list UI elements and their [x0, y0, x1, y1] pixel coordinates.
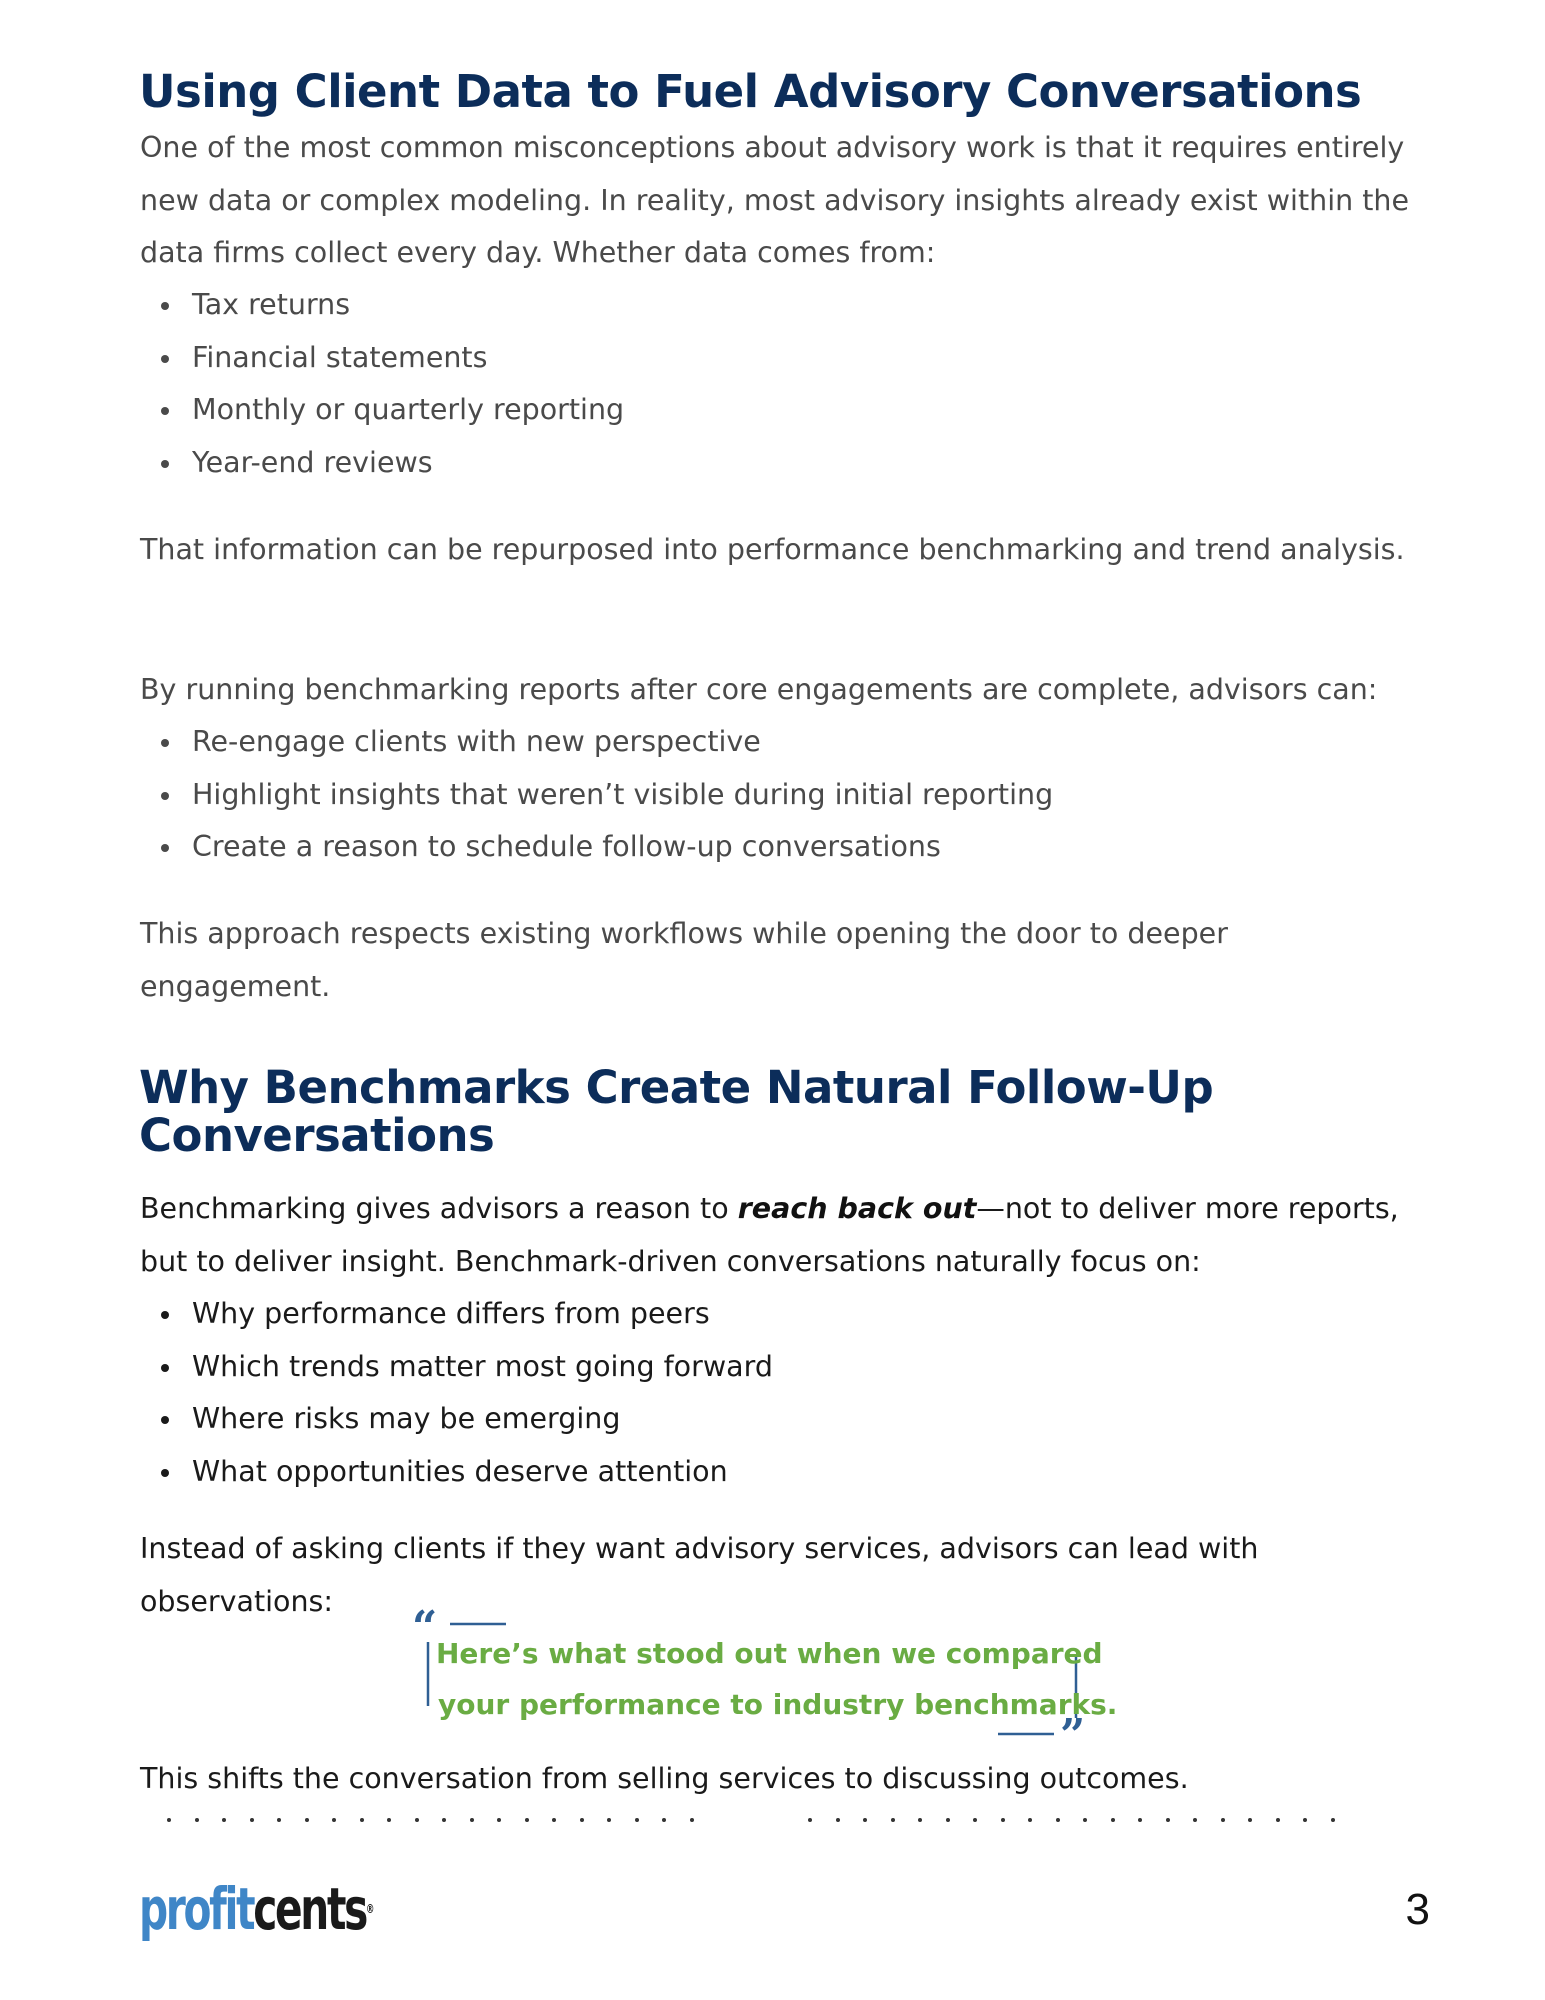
logo-profit: profit — [139, 1875, 254, 1943]
divider-dot — [1028, 1818, 1032, 1822]
divider-dot — [946, 1818, 950, 1822]
emphasis-reach-back-out: reach back out — [737, 1192, 977, 1225]
divider-dot — [662, 1818, 666, 1822]
quote-text — [436, 1628, 1117, 1730]
divider-dot — [1276, 1818, 1280, 1822]
open-quote-icon: “ — [412, 1602, 438, 1653]
divider-dot — [918, 1818, 922, 1822]
data-sources-list — [140, 279, 624, 489]
divider-dot — [808, 1818, 812, 1822]
divider-dot — [580, 1818, 584, 1822]
registered-mark: ® — [365, 1902, 375, 1916]
divider-dot — [250, 1818, 254, 1822]
divider-dot — [222, 1818, 226, 1822]
divider-dot — [1001, 1818, 1005, 1822]
profitcents-logo — [139, 1874, 374, 1944]
divider-dot — [195, 1818, 199, 1822]
benchmarking-reports-paragraph: By running benchmarking reports after core engagements are complete, advisors can: — [140, 673, 1378, 706]
divider-dot — [1111, 1818, 1115, 1822]
divider-dot — [442, 1818, 446, 1822]
divider-dot — [1166, 1818, 1170, 1822]
divider-dot — [973, 1818, 977, 1822]
list-item: Highlight insights that weren’t visible during initial reporting — [140, 769, 1053, 822]
divider-dot — [277, 1818, 281, 1822]
divider-dot — [1248, 1818, 1252, 1822]
divider-dot — [470, 1818, 474, 1822]
section-heading-client-data: Using Client Data to Fuel Advisory Conversations — [139, 65, 1362, 118]
advisor-actions-list — [140, 716, 1053, 874]
divider-dot — [415, 1818, 419, 1822]
list-item: Year-end reviews — [140, 437, 624, 490]
divider-dot — [607, 1818, 611, 1822]
divider-dot — [1056, 1818, 1060, 1822]
divider-dot — [863, 1818, 867, 1822]
dotted-divider-right — [808, 1818, 1368, 1830]
conversation-focus-list — [140, 1288, 773, 1498]
divider-dot — [1221, 1818, 1225, 1822]
intro-text-end: —not to deliver more reports, but to deliver insight. Benchmark-driven conversations naturally focus on: — [140, 1192, 1399, 1278]
intro-paragraph: One of the most common misconceptions about advisory work is that it requires entirely new data or complex modeling. In reality, most advisory insights already exist within the data firms collect every day. Whether data comes from: — [140, 131, 1410, 269]
quote-line-2: your performance to industry benchmarks. — [438, 1688, 1118, 1721]
close-quote-icon: ” — [1060, 1710, 1086, 1761]
list-item: Where risks may be emerging — [140, 1393, 773, 1446]
repurpose-paragraph: That information can be repurposed into performance benchmarking and trend analysis. — [140, 533, 1405, 566]
list-item: Which trends matter most going forward — [140, 1341, 773, 1394]
divider-dot — [360, 1818, 364, 1822]
benchmarking-intro-paragraph — [140, 1183, 1420, 1288]
divider-dot — [1138, 1818, 1142, 1822]
closing-paragraph: This shifts the conversation from selling services to discussing outcomes. — [140, 1762, 1189, 1795]
divider-dot — [305, 1818, 309, 1822]
list-item: What opportunities deserve attention — [140, 1446, 773, 1499]
logo-cents: cents — [253, 1875, 366, 1943]
list-item: Monthly or quarterly reporting — [140, 384, 624, 437]
quote-line-1: Here’s what stood out when we compared — [436, 1637, 1103, 1670]
divider-dot — [690, 1818, 694, 1822]
pull-quote — [412, 1602, 1118, 1761]
divider-dot — [635, 1818, 639, 1822]
observations-paragraph: Instead of asking clients if they want advisory services, advisors can lead with observations: — [140, 1532, 1259, 1618]
divider-dot — [387, 1818, 391, 1822]
divider-dot — [332, 1818, 336, 1822]
divider-dot — [497, 1818, 501, 1822]
list-item: Financial statements — [140, 332, 624, 385]
divider-dot — [1193, 1818, 1197, 1822]
list-item: Create a reason to schedule follow-up conversations — [140, 821, 1053, 874]
divider-dot — [836, 1818, 840, 1822]
divider-dot — [1303, 1818, 1307, 1822]
dotted-divider-left — [167, 1818, 727, 1830]
section-heading-benchmarks: Why Benchmarks Create Natural Follow-Up Conversations — [139, 1061, 1214, 1162]
list-item: Tax returns — [140, 279, 624, 332]
divider-dot — [525, 1818, 529, 1822]
divider-dot — [552, 1818, 556, 1822]
list-item: Re-engage clients with new perspective — [140, 716, 1053, 769]
page-number: 3 — [1405, 1885, 1430, 1934]
divider-dot — [891, 1818, 895, 1822]
divider-dot — [167, 1818, 171, 1822]
divider-dot — [1083, 1818, 1087, 1822]
divider-dot — [1331, 1818, 1335, 1822]
workflow-paragraph: This approach respects existing workflows while opening the door to deeper engagement. — [140, 917, 1228, 1003]
list-item: Why performance differs from peers — [140, 1288, 773, 1341]
intro-text-start: Benchmarking gives advisors a reason to — [140, 1192, 738, 1225]
